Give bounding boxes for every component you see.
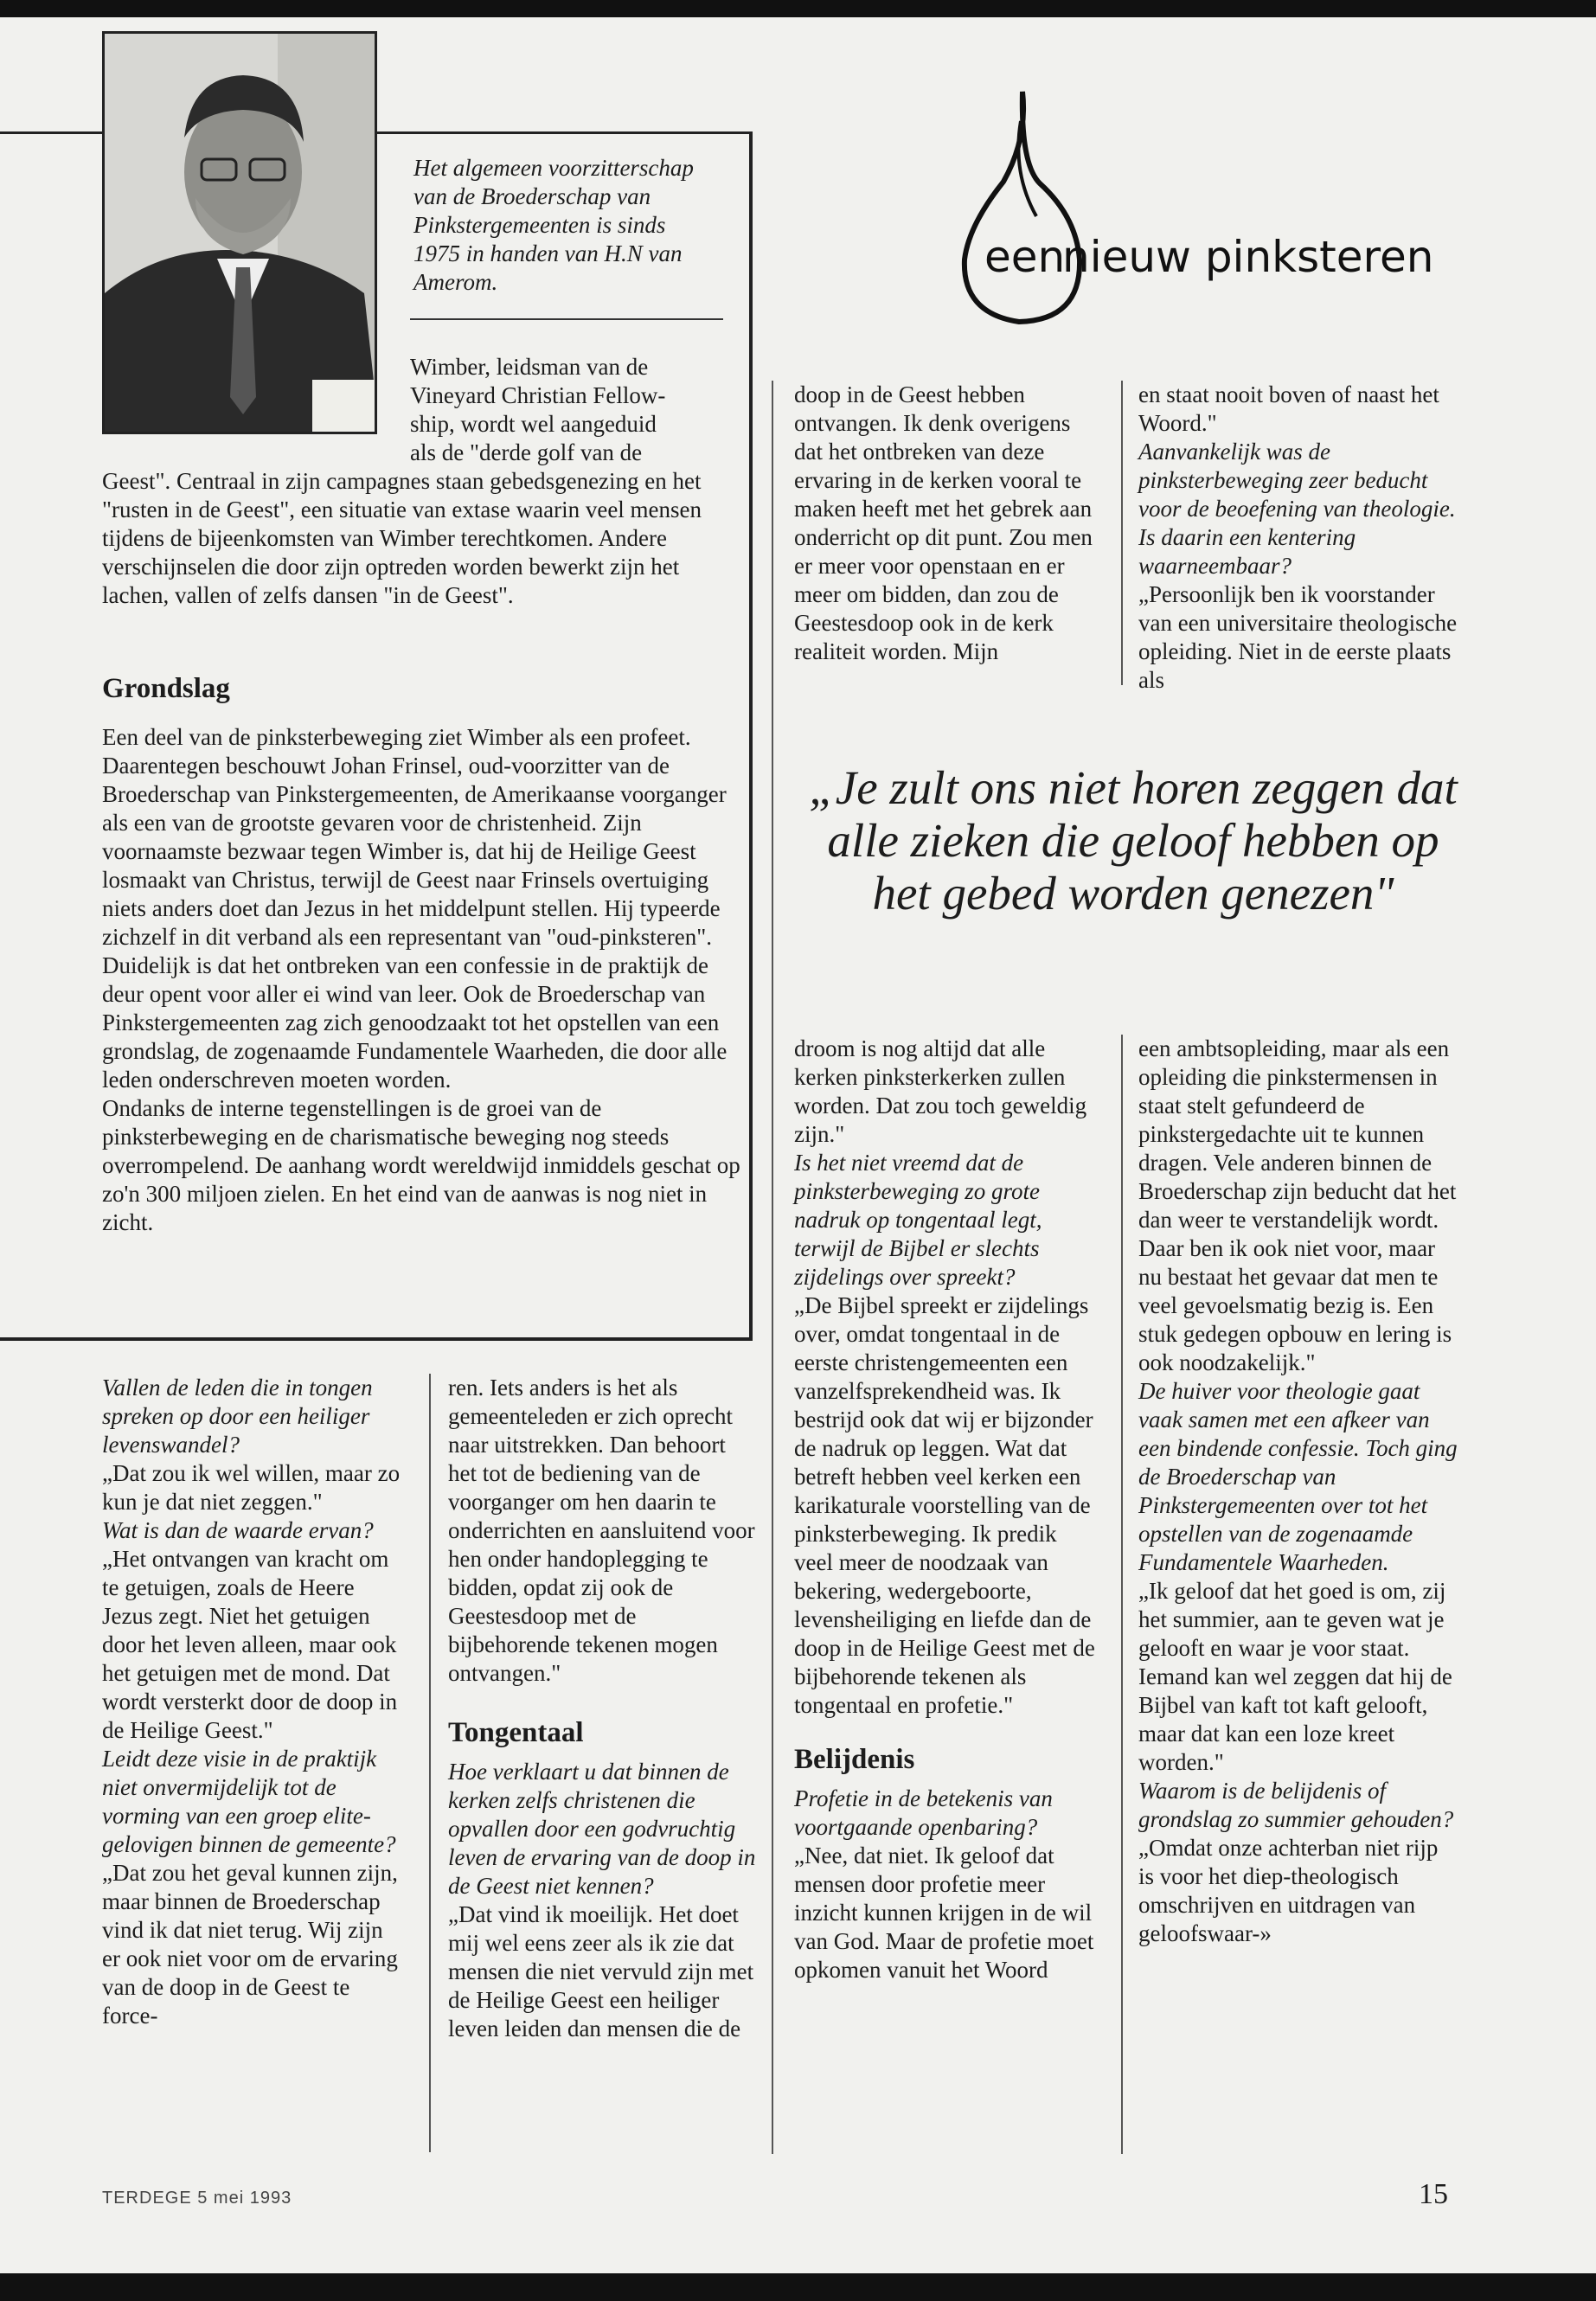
answer-text: een ambtsopleiding, maar als een opleiding die pinkstermensen in staat stelt gefundeerd de pinkstergedachte uit te kunnen dragen. Vele anderen binnen de Broederschap zijn beducht dat het dan weer te verstandelijk wordt. Daar ben ik ook niet voor, maar nu bestaat het gevaar dat men te veel gevoelsmatig bezig is. Een stuk gedegen opbouw en lering is ook noodzakelijk." <box>1138 1035 1457 1375</box>
column-divider <box>429 1374 431 2152</box>
question-text: Leidt deze visie in de praktijk niet onvermijdelijk tot de vorming van een groep elite-gelovigen binnen de gemeente? <box>102 1746 396 1857</box>
sidebar-body <box>102 723 740 1237</box>
question-text: Vallen de leden die in tongen spreken op door een heiliger levenswandel? <box>102 1375 373 1458</box>
question-text: Waarom is de belijdenis of grondslag zo summier gehouden? <box>1138 1778 1454 1832</box>
publication-footer: TERDEGE 5 mei 1993 <box>102 2189 292 2208</box>
question-text: Hoe verklaart u dat binnen de kerken zelfs christenen die opvallen door een godvruchtig leven de ervaring van de doop in de Geest niet kennen? <box>448 1759 756 1899</box>
upper-col1: doop in de Geest hebben ontvangen. Ik denk overigens dat het ontbreken van deze ervaring in de kerken vooral te maken heeft met het gebrek aan onderricht op dit punt. Zou men er meer voor openstaan en er meer om bidden, dan zou de Geestesdoop ook in de kerk realiteit worden. Mijn <box>794 381 1093 664</box>
portrait-photo <box>102 31 377 434</box>
section-heading-belijdenis: Belijdenis <box>794 1744 915 1775</box>
intro-paragraph: Geest". Centraal in zijn campagnes staan gebedsgenezing en het "rusten in de Geest", een situatie van extase waarin veel mensen tijdens de bijeenkomsten van Wimber terechtkomen. Andere verschijnselen die door zijn optreden worden bewerkt zijn het lachen, vallen of zelfs dansen "in de Geest". <box>102 468 702 608</box>
question-text: Aanvankelijk was de pinksterbeweging zeer beducht voor de beoefening van theologie. Is daarin een kentering waarneembaar? <box>1138 439 1456 579</box>
page-number: 15 <box>1419 2178 1448 2210</box>
column-divider <box>772 381 773 2154</box>
top-border <box>0 0 1596 17</box>
upper-col2 <box>1138 381 1458 695</box>
bottom-col4 <box>1138 1035 1458 1948</box>
bottom-col2 <box>448 1374 760 2043</box>
bottom-col1 <box>102 1374 405 2030</box>
pull-quote: „Je zult ons niet horen zeggen dat alle zieken die geloof hebben op het gebed worden genezen" <box>809 761 1458 920</box>
paragraph: Duidelijk is dat het ontbreken van een confessie in de praktijk de deur opent voor aller ei wind van leer. Ook de Broederschap van Pinkstergemeenten zag zich genoodzaakt tot het opstellen van een grondslag, de zogenaamde Fundamentele Waarheden, die door alle leden onderschreven moeten worden. <box>102 952 727 1093</box>
answer-text: „Omdat onze achterban niet rijp is voor het diep-theologisch omschrijven en uitdragen van geloofswaar-» <box>1138 1835 1439 1946</box>
section-heading-grondslag: Grondslag <box>102 673 230 704</box>
answer-text: en staat nooit boven of naast het Woord." <box>1138 381 1439 436</box>
answer-text: „Dat vind ik moeilijk. Het doet mij wel eens zeer als ik zie dat mensen die niet vervuld zijn met de Heilige Geest een heiliger leven leiden dan mensen die de <box>448 1901 754 2041</box>
question-text: Profetie in de betekenis van voortgaande openbaring? <box>794 1785 1053 1840</box>
bottom-col3 <box>794 1035 1101 1984</box>
section-heading-tongentaal: Tongentaal <box>448 1717 584 1748</box>
answer-text: „Dat zou het geval kunnen zijn, maar binnen de Broederschap vind ik dat niet terug. Wij zijn er ook niet voor om de ervaring van de doop in de Geest te force- <box>102 1860 398 2029</box>
paragraph: Ondanks de interne tegenstellingen is de groei van de pinksterbeweging en de charismatische beweging nog steeds overrompelend. De aanhang wordt wereldwijd inmiddels geschat op zo'n 300 miljoen zielen. En het eind van de aanwas is nog niet in zicht. <box>102 1095 740 1235</box>
answer-text: „Nee, dat niet. Ik geloof dat mensen door profetie meer inzicht kunnen krijgen in de wil van God. Maar de profetie moet opkomen vanuit het Woord <box>794 1843 1094 1983</box>
bottom-border <box>0 2273 1596 2301</box>
question-text: Is het niet vreemd dat de pinksterbeweging zo grote nadruk op tongentaal legt, terwijl de Bijbel er slechts zijdelings over spreekt? <box>794 1150 1042 1290</box>
column-divider <box>1121 381 1123 685</box>
answer-text: „Het ontvangen van kracht om te getuigen, zoals de Heere Jezus zegt. Niet het getuigen door het leven alleen, maar ook het getuigen met de mond. Dat wordt versterkt door de doop in de Heilige Geest." <box>102 1546 398 1743</box>
intro-line: Vineyard Christian Fellow- <box>410 382 666 408</box>
intro-line: als de "derde golf van de <box>410 439 643 465</box>
flame-drop-icon <box>917 87 1107 329</box>
answer-text: „De Bijbel spreekt er zijdelings over, omdat tongentaal in de eerste christengemeenten een vanzelfsprekendheid was. Ik bestrijd ook dat wij er bijzonder de nadruk op leggen. Wat dat betreft hebben veel kerken een karikaturale voorstelling van de pinksterbeweging. Ik predik veel meer de noodzaak van bekering, wedergeboorte, levensheiliging en liefde dan de doop in de Heilige Geest met de bijbehorende tekenen als tongentaal en profetie." <box>794 1292 1095 1718</box>
intro-line: ship, wordt wel aangeduid <box>410 411 657 437</box>
photo-caption: Het algemeen voorzitterschap van de Broederschap van Pinkstergemeenten is sinds 1975 in handen van H.N van Amerom. <box>413 155 694 295</box>
answer-text: „Ik geloof dat het goed is om, zij het summier, aan te geven wat je gelooft en waar je voor staat. Iemand kan wel zeggen dat hij de Bijbel van kaft tot kaft gelooft, maar dat kan een loze kreet worden." <box>1138 1578 1452 1775</box>
answer-text: „Dat zou ik wel willen, maar zo kun je dat niet zeggen." <box>102 1460 401 1515</box>
article-logo <box>917 87 1540 329</box>
answer-text: droom is nog altijd dat alle kerken pinksterkerken zullen worden. Dat zou toch geweldig zijn." <box>794 1035 1087 1147</box>
answer-text: „Persoonlijk ben ik voorstander van een universitaire theologische opleiding. Niet in de eerste plaats als <box>1138 581 1458 693</box>
question-text: De huiver voor theologie gaat vaak samen met een afkeer van een bindende confessie. Toch ging de Broederschap van Pinkstergemeenten over tot het opstellen van de zogenaamde Fundamentele Waarheden. <box>1138 1378 1458 1575</box>
intro-line: Wimber, leidsman van de <box>410 354 649 380</box>
caption-divider <box>410 318 723 320</box>
answer-text: ren. Iets anders is het als gemeenteleden er zich oprecht naar uitstrekken. Dan behoort het tot de bediening van de voorganger om hen daarin te onderrichten en aansluitend voor hen onder handoplegging te bidden, opdat zij ook de Geestesdoop met de bijbehorende tekenen mogen ontvangen." <box>448 1375 755 1686</box>
question-text: Wat is dan de waarde ervan? <box>102 1517 374 1543</box>
logo-word-een: een <box>984 232 1066 282</box>
logo-title: nieuw pinksteren <box>1062 232 1434 282</box>
column-divider <box>1121 1035 1123 2154</box>
paragraph: Een deel van de pinksterbeweging ziet Wimber als een profeet. Daarentegen beschouwt Johan Frinsel, oud-voorzitter van de Broederschap van Pinkstergemeenten, de Amerikaanse voorganger als een van de grootste gevaren voor de christenheid. Zijn voornaamste bezwaar tegen Wimber is, dat hij de Heilige Geest losmaakt van Christus, terwijl de Geest naar Frinsels overtuiging niets anders doet dan Jezus in het middelpunt stellen. Hij typeerde zichzelf in dit verband als een representant van "oud-pinksteren". <box>102 724 727 950</box>
intro-lines <box>410 353 730 467</box>
